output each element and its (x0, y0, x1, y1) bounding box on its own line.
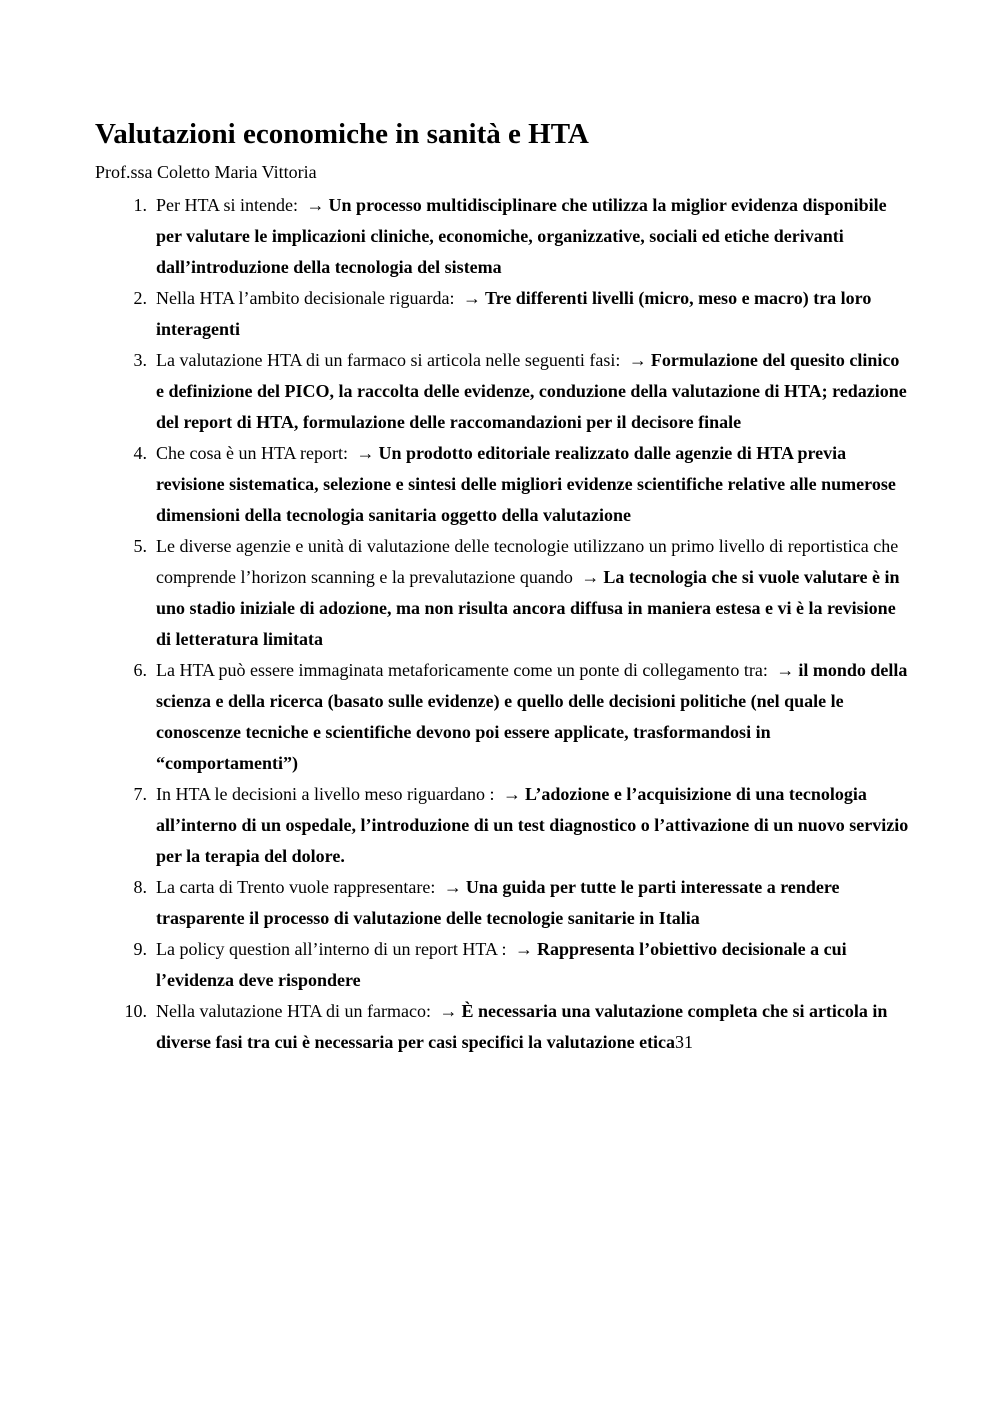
question-text: La HTA può essere immaginata metaforicamente come un ponte di collegamento tra: (156, 660, 773, 680)
question-text: La valutazione HTA di un farmaco si articola nelle seguenti fasi: (156, 350, 625, 370)
list-item-number: 3. (133, 350, 147, 370)
list-item (95, 531, 910, 655)
arrow-right-icon: → (443, 877, 462, 897)
list-item (95, 996, 910, 1058)
arrow-right-icon: → (306, 195, 325, 215)
arrow-right-icon: → (776, 660, 795, 680)
answer-text: Rappresenta l’obiettivo decisionale a cui l’evidenza deve rispondere (156, 939, 847, 990)
question-text: La carta di Trento vuole rappresentare: (156, 877, 440, 897)
list-item-number: 2. (133, 288, 147, 308)
question-list (95, 190, 910, 1058)
arrow-right-icon: → (628, 350, 647, 370)
arrow-right-icon: → (439, 1001, 458, 1021)
list-item-number: 10. (124, 1001, 147, 1021)
answer-text: Una guida per tutte le parti interessate a rendere trasparente il processo di valutazione delle tecnologie sanitarie in Italia (156, 877, 840, 928)
answer-text: È necessaria una valutazione completa che si articola in diverse fasi tra cui è necessaria per casi specifici la valutazione etica (156, 1001, 888, 1052)
arrow-right-icon: → (502, 784, 521, 804)
list-item-number: 4. (133, 443, 147, 463)
list-item-number: 8. (133, 877, 147, 897)
question-text: Le diverse agenzie e unità di valutazione delle tecnologie utilizzano un primo livello di reportistica che comprende l’horizon scanning e la prevalutazione quando (156, 536, 899, 587)
list-item (95, 190, 910, 283)
question-text: Per HTA si intende: (156, 195, 303, 215)
list-item (95, 345, 910, 438)
answer-text: Tre differenti livelli (micro, meso e macro) tra loro interagenti (156, 288, 872, 339)
answer-text: il mondo della scienza e della ricerca (basato sulle evidenze) e quello delle decisioni politiche (nel quale le conoscenze tecniche e scientifiche devono poi essere applicate, trasformandosi in “comportamenti”) (156, 660, 908, 773)
answer-text: Un prodotto editoriale realizzato dalle agenzie di HTA previa revisione sistematica, selezione e sintesi delle migliori evidenze scientifiche relative alle numerose dimensioni della tecnologia sanitaria oggetto della valutazione (156, 443, 896, 525)
page-number: 31 (675, 1032, 694, 1052)
question-text: Nella valutazione HTA di un farmaco: (156, 1001, 436, 1021)
list-item (95, 934, 910, 996)
question-text: In HTA le decisioni a livello meso riguardano : (156, 784, 499, 804)
arrow-right-icon: → (581, 567, 600, 587)
list-item-number: 5. (133, 536, 147, 556)
author-line: Prof.ssa Coletto Maria Vittoria (95, 162, 317, 182)
list-item (95, 438, 910, 531)
list-item (95, 655, 910, 779)
answer-text: Formulazione del quesito clinico e definizione del PICO, la raccolta delle evidenze, conduzione della valutazione di HTA; redazione del report di HTA, formulazione delle raccomandazioni per il decisore finale (156, 350, 907, 432)
list-item-number: 9. (133, 939, 147, 959)
question-text: La policy question all’interno di un report HTA : (156, 939, 511, 959)
page-title: Valutazioni economiche in sanità e HTA (95, 118, 589, 150)
answer-text: La tecnologia che si vuole valutare è in uno stadio iniziale di adozione, ma non risulta ancora diffusa in maniera estesa e vi è la revisione di letteratura limitata (156, 567, 900, 649)
question-text: Nella HTA l’ambito decisionale riguarda: (156, 288, 459, 308)
list-item-number: 1. (133, 195, 147, 215)
list-item-number: 7. (133, 784, 147, 804)
arrow-right-icon: → (514, 939, 533, 959)
answer-text: L’adozione e l’acquisizione di una tecnologia all’interno di un ospedale, l’introduzione di un test diagnostico o l’attivazione di un nuovo servizio per la terapia del dolore. (156, 784, 909, 866)
arrow-right-icon: → (356, 443, 375, 463)
list-item (95, 283, 910, 345)
list-item (95, 779, 910, 872)
answer-text: Un processo multidisciplinare che utilizza la miglior evidenza disponibile per valutare le implicazioni cliniche, economiche, organizzative, sociali ed etiche derivanti dall’introduzione della tecnologia del sistema (156, 195, 887, 277)
question-text: Che cosa è un HTA report: (156, 443, 353, 463)
list-item (95, 872, 910, 934)
list-item-number: 6. (133, 660, 147, 680)
arrow-right-icon: → (462, 288, 481, 308)
